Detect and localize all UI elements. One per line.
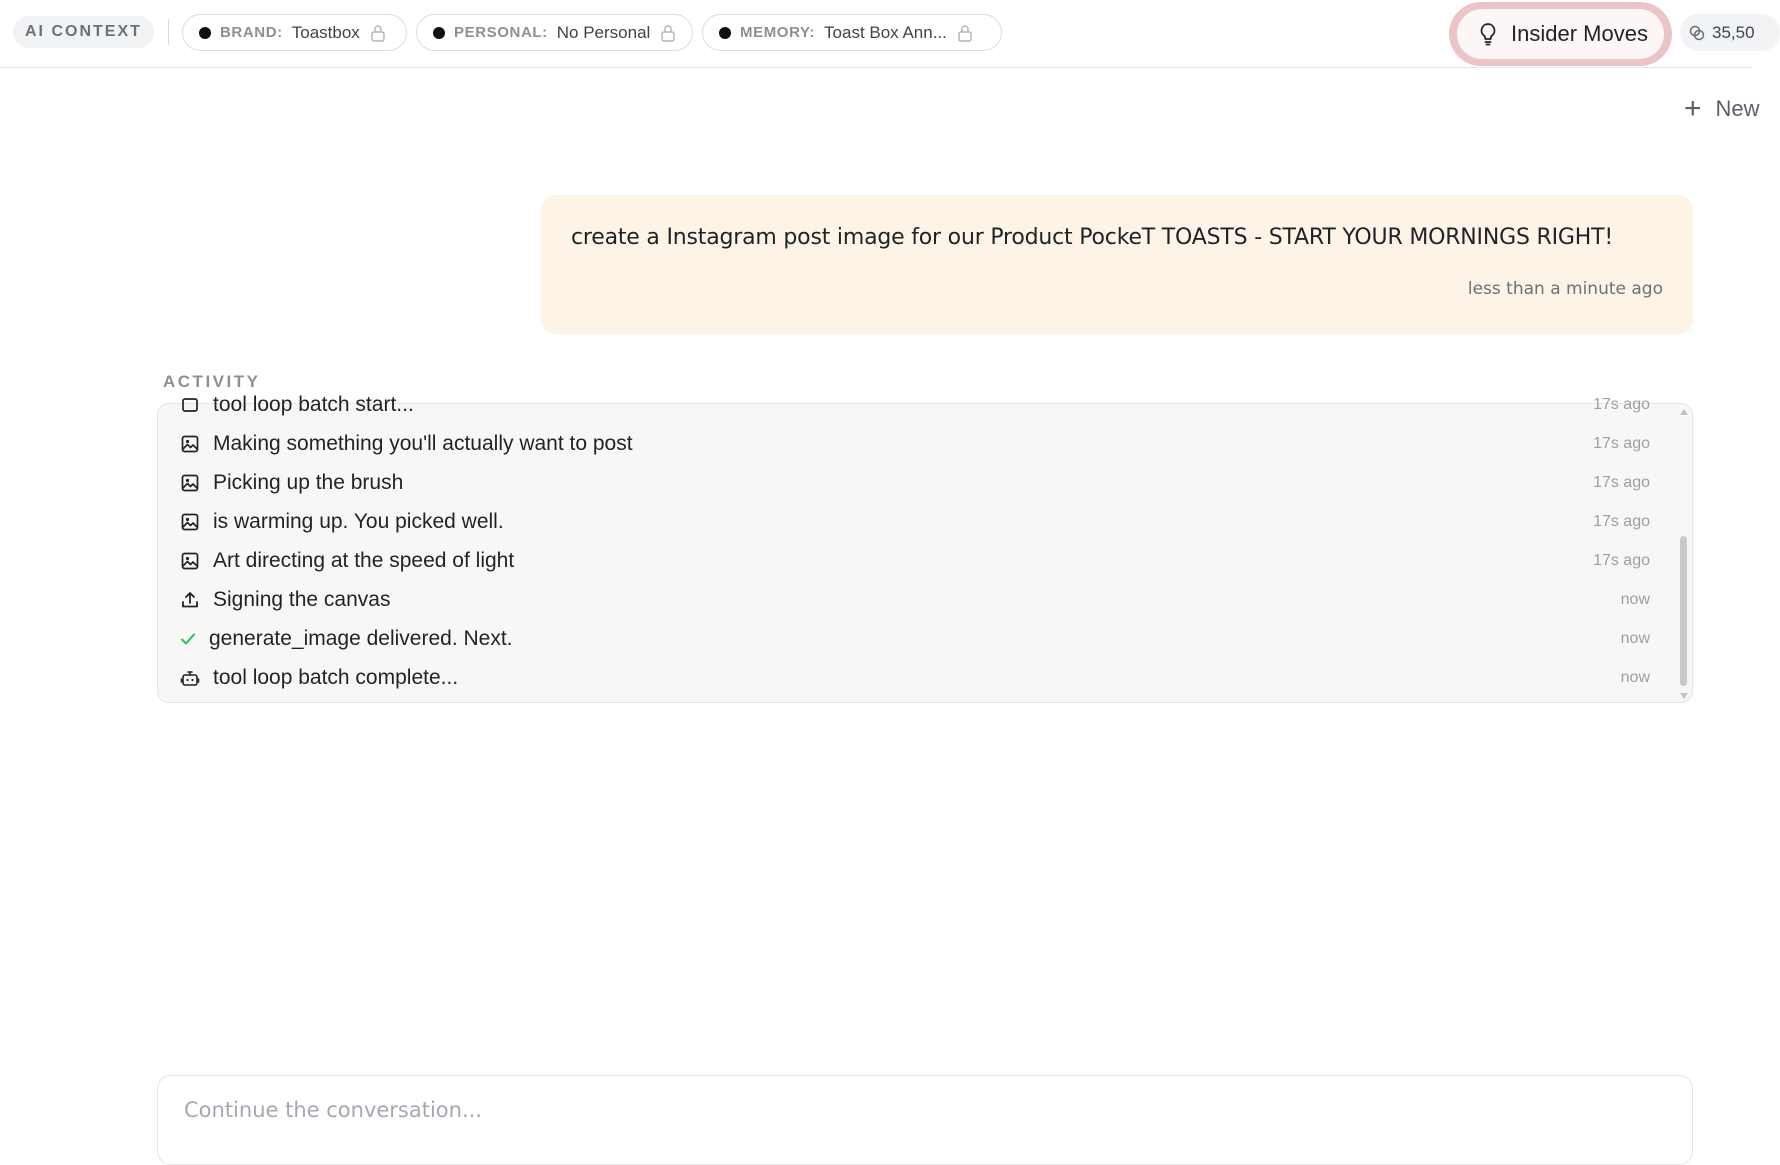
memory-pill[interactable] (702, 14, 1002, 51)
activity-heading: ACTIVITY (163, 372, 261, 391)
activity-text: tool loop batch start... (213, 392, 414, 416)
lock-icon (660, 24, 676, 42)
activity-text: tool loop batch complete... (213, 665, 459, 689)
lock-icon (370, 24, 386, 42)
status-dot (199, 27, 211, 39)
image-icon (180, 473, 200, 493)
activity-text: Art directing at the speed of light (213, 548, 515, 572)
new-chat-label: New (1715, 96, 1760, 121)
top-bar (0, 0, 1753, 68)
scroll-down-arrow[interactable] (1680, 693, 1688, 699)
pill-key: BRAND: (220, 24, 283, 41)
activity-time: 17s ago (1593, 551, 1650, 569)
activity-row (158, 424, 1658, 463)
scrollbar-thumb[interactable] (1680, 536, 1687, 686)
credits-value: 35,50 (1712, 22, 1755, 42)
robot-icon (180, 668, 200, 688)
lock-icon (957, 24, 973, 42)
composer-box (157, 1075, 1693, 1165)
activity-row (158, 385, 1658, 424)
pill-value: Toastbox (291, 22, 360, 42)
conversation-input[interactable] (184, 1098, 1584, 1122)
insider-moves-button[interactable] (1457, 9, 1664, 59)
coins-icon (1688, 24, 1706, 42)
batch-icon (180, 395, 200, 415)
image-icon (180, 512, 200, 532)
pill-value: Toast Box Ann... (824, 22, 947, 42)
activity-row (158, 580, 1658, 619)
activity-time: now (1620, 668, 1650, 686)
brand-pill[interactable] (182, 14, 407, 51)
pill-key: MEMORY: (740, 24, 816, 41)
personal-pill[interactable] (416, 14, 693, 51)
plus-icon: + (1684, 92, 1702, 125)
check-icon (178, 629, 198, 649)
upload-icon (180, 590, 200, 610)
activity-text: is warming up. You picked well. (213, 509, 504, 533)
status-dot (433, 27, 445, 39)
user-message-text: create a Instagram post image for our Product PockeT TOASTS - START YOUR MORNINGS RIGHT! (571, 225, 1613, 250)
status-dot (719, 27, 731, 39)
activity-time: 17s ago (1593, 512, 1650, 530)
activity-time: 17s ago (1593, 395, 1650, 413)
divider (168, 19, 169, 45)
pill-value: No Personal (556, 22, 651, 42)
activity-row (158, 541, 1658, 580)
activity-row (158, 463, 1658, 502)
activity-text: Making something you'll actually want to post (213, 431, 633, 455)
activity-text: generate_image delivered. Next. (209, 626, 513, 650)
credits-badge[interactable] (1680, 14, 1780, 51)
activity-time: 17s ago (1593, 434, 1650, 452)
insider-moves-label: Insider Moves (1511, 21, 1648, 46)
pill-key: PERSONAL: (454, 24, 548, 41)
activity-time: 17s ago (1593, 473, 1650, 491)
activity-row (158, 619, 1658, 658)
activity-row (158, 502, 1658, 541)
image-icon (180, 434, 200, 454)
user-message-bubble (541, 195, 1693, 334)
lightbulb-icon (1479, 22, 1497, 46)
message-timestamp: less than a minute ago (1467, 279, 1663, 299)
activity-row (158, 658, 1658, 697)
scroll-up-arrow[interactable] (1680, 409, 1688, 415)
image-icon (180, 551, 200, 571)
activity-text: Picking up the brush (213, 470, 404, 494)
ai-context-label: AI CONTEXT (13, 16, 154, 48)
activity-time: now (1620, 590, 1650, 608)
activity-log[interactable] (157, 392, 1693, 703)
activity-text: Signing the canvas (213, 587, 391, 611)
new-chat-button[interactable] (1684, 94, 1760, 124)
activity-time: now (1620, 629, 1650, 647)
